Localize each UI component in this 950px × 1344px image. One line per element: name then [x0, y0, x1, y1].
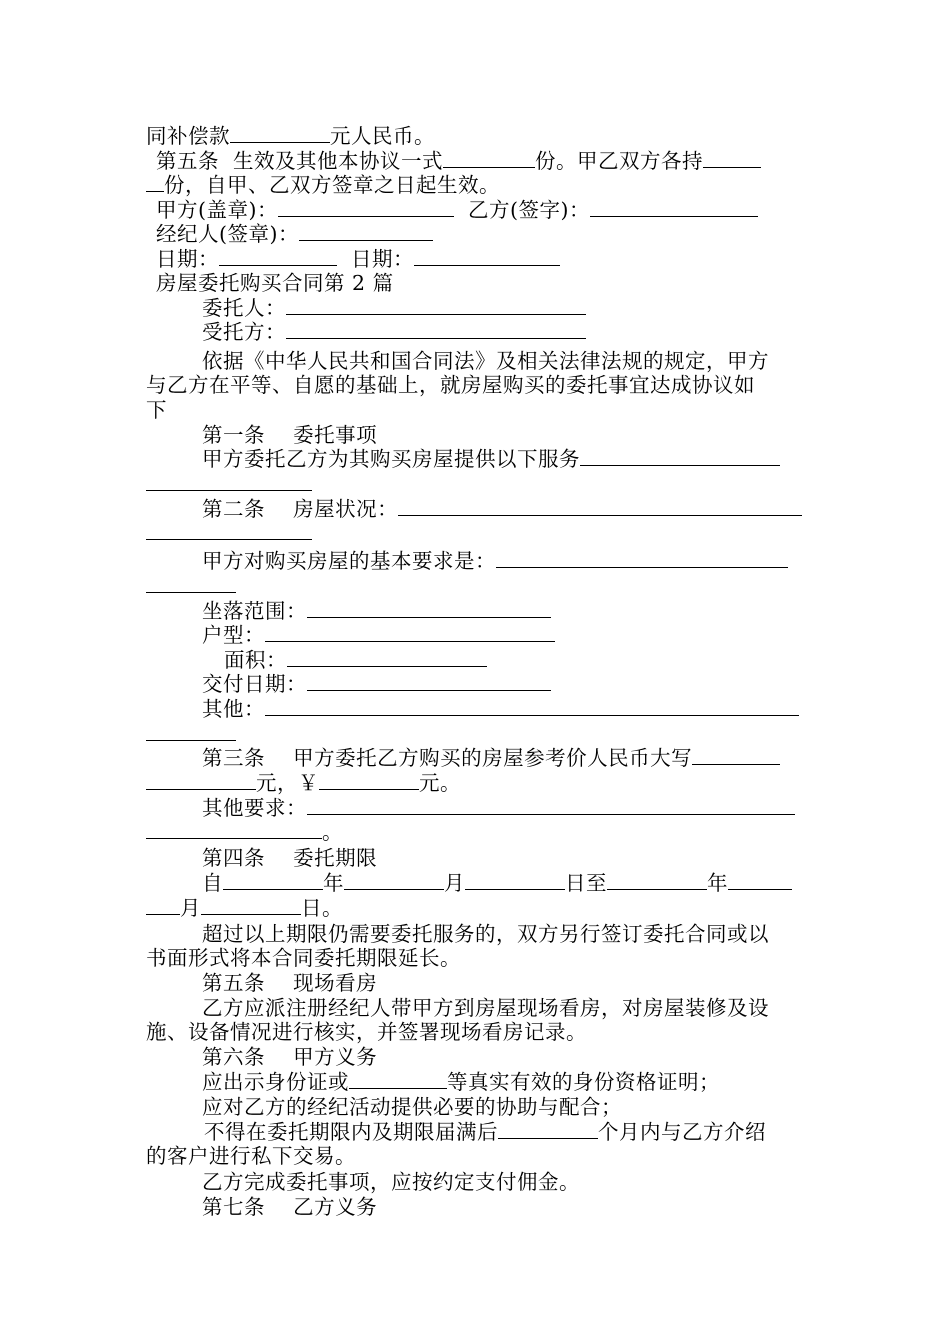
blank-field [146, 575, 236, 593]
article-heading: 第六条 甲方义务 [202, 1045, 378, 1069]
blank-field [230, 125, 330, 143]
text-line: 不得在委托期限内及期限届满后 个月内与乙方介绍 [204, 1120, 766, 1144]
text-line [146, 574, 808, 598]
blank-field [307, 797, 795, 815]
article-heading: 第三条 甲方委托乙方购买的房屋参考价人民币大写 [146, 746, 808, 770]
blank-field [580, 448, 780, 466]
text-line: 应对乙方的经纪活动提供必要的协助与配合； [202, 1095, 622, 1119]
text-line: 户型： [146, 623, 808, 647]
text-line: 经纪人(签章)： [146, 222, 808, 246]
text-line: 应出示身份证或 等真实有效的身份资格证明； [202, 1070, 720, 1094]
text-line [146, 722, 808, 746]
text-line: 依据《中华人民共和国合同法》及相关法律法规的规定，甲方 [202, 349, 769, 373]
blank-field [278, 199, 454, 217]
blank-field [398, 498, 802, 516]
text-line: 第五条 生效及其他本协议一式 份。甲乙双方各持 [146, 149, 808, 173]
text-line: 坐落范围： [146, 599, 808, 623]
blank-field [307, 600, 551, 618]
text-line: 交付日期： [146, 672, 808, 696]
text-line: 乙方应派注册经纪人带甲方到房屋现场看房，对房屋装修及设 [202, 996, 769, 1020]
blank-field [146, 522, 312, 540]
blank-field [223, 872, 323, 890]
article-heading: 第一条 委托事项 [202, 423, 378, 447]
blank-field [465, 872, 565, 890]
blank-field [219, 248, 337, 266]
article-heading: 第七条 乙方义务 [202, 1195, 378, 1219]
blank-field [287, 649, 487, 667]
text-line: 元，￥ 元。 [146, 771, 808, 795]
blank-field [201, 897, 301, 915]
blank-field [319, 772, 419, 790]
text-line: 其他要求： [146, 796, 808, 820]
blank-field [607, 872, 707, 890]
text-line: 甲方(盖章)： 乙方(签字)： [146, 198, 808, 222]
article-heading: 第五条 现场看房 [202, 971, 378, 995]
text-line: 份，自甲、乙双方签章之日起生效。 [146, 173, 808, 197]
blank-field [146, 174, 164, 192]
text-line: 书面形式将本合同委托期限延长。 [146, 946, 461, 970]
text-line: 的客户进行私下交易。 [146, 1144, 356, 1168]
section-title: 房屋委托购买合同第 2 篇 [156, 271, 394, 295]
blank-field [307, 673, 551, 691]
blank-field [349, 1071, 447, 1089]
text-line: 自 年 月 日至 年 [146, 871, 808, 895]
blank-field [146, 897, 180, 915]
article-heading: 第四条 委托期限 [202, 846, 378, 870]
blank-field [703, 150, 761, 168]
article-heading: 第二条 房屋状况： [146, 497, 808, 521]
blank-field [496, 550, 788, 568]
blank-field [146, 821, 322, 839]
blank-field [414, 248, 560, 266]
text-line: 。 [146, 820, 808, 844]
text-line [146, 521, 808, 545]
blank-field [146, 772, 256, 790]
blank-field [146, 473, 312, 491]
text-line: 下 [146, 398, 167, 422]
blank-field [728, 872, 792, 890]
text-line: 委托人： [146, 296, 808, 320]
text-line: 乙方完成委托事项，应按约定支付佣金。 [202, 1170, 580, 1194]
text-line: 面积： [146, 648, 808, 672]
text-line: 其他： [146, 697, 808, 721]
blank-field [286, 321, 586, 339]
text-line: 施、设备情况进行核实，并签署现场看房记录。 [146, 1020, 587, 1044]
blank-field [590, 199, 758, 217]
text-line: 受托方： [146, 320, 808, 344]
blank-field [286, 297, 586, 315]
blank-field [344, 872, 444, 890]
blank-field [299, 223, 433, 241]
blank-field [443, 150, 535, 168]
blank-field [146, 723, 236, 741]
text-line: 同补偿款 元人民币。 [146, 124, 435, 148]
text-line: 日期： 日期： [146, 247, 808, 271]
text-line: 甲方对购买房屋的基本要求是： [146, 549, 808, 573]
text-line: 与乙方在平等、自愿的基础上，就房屋购买的委托事宜达成协议如 [146, 373, 755, 397]
text-line: 甲方委托乙方为其购买房屋提供以下服务 [146, 447, 808, 471]
text-line [146, 472, 808, 496]
text-line: 超过以上期限仍需要委托服务的，双方另行签订委托合同或以 [202, 922, 769, 946]
text-line: 月 日。 [146, 896, 808, 920]
blank-field [265, 698, 799, 716]
blank-field [498, 1121, 598, 1139]
blank-field [265, 624, 555, 642]
blank-field [692, 747, 780, 765]
